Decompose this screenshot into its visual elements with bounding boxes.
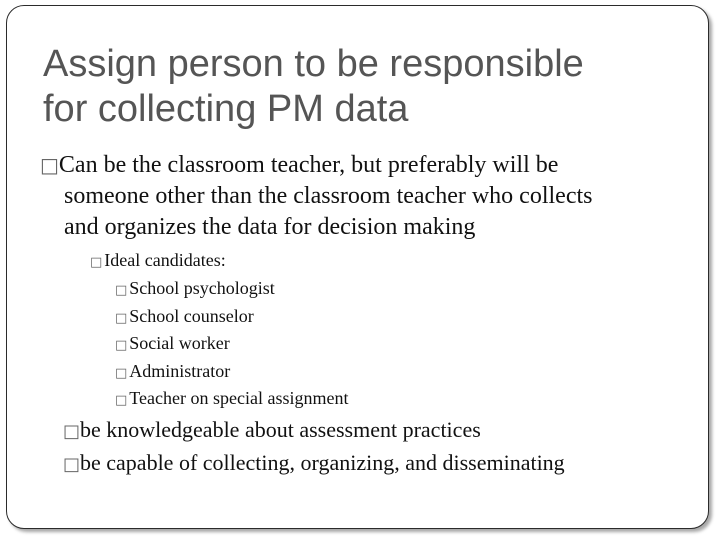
bullet-point-3	[63, 448, 565, 480]
list-item	[115, 331, 348, 359]
bullet-icon: □	[90, 255, 103, 270]
point1-line-3: and organizes the data for decision making	[64, 214, 476, 240]
candidate-label: Administrator	[129, 360, 231, 381]
title-line-1: Assign person to be responsible	[43, 43, 584, 85]
point3-text: be capable of collecting, organizing, and disseminating	[80, 450, 565, 475]
bullet-icon: □	[115, 283, 128, 298]
point1-line-2: someone other than the classroom teacher who collects	[64, 183, 593, 209]
bullet-icon: □	[115, 393, 128, 409]
candidate-label: School psychologist	[129, 278, 275, 298]
bullet-point-1	[40, 150, 700, 243]
bullet-icon: □	[63, 454, 81, 475]
candidate-label: Social worker	[129, 333, 230, 354]
bullet-icon: □	[115, 310, 128, 326]
list-item	[115, 304, 348, 332]
sub-bullet-ideal-candidates	[90, 248, 226, 275]
bullet-icon: □	[115, 338, 128, 354]
list-item	[115, 359, 348, 387]
point2-text: be knowledgeable about assessment practices	[80, 417, 481, 442]
point1-line-1: Can be the classroom teacher, but preferably will be	[58, 152, 559, 178]
list-item	[115, 276, 348, 304]
candidate-list	[115, 276, 348, 414]
candidate-label: School counselor	[129, 305, 254, 326]
bullet-point-2	[63, 415, 481, 447]
slide-title	[43, 42, 683, 132]
bullet-icon: □	[63, 421, 81, 442]
title-line-2: for collecting PM data	[43, 88, 409, 130]
sub-heading: Ideal candidates:	[104, 250, 226, 270]
bullet-icon: □	[40, 153, 59, 177]
bullet-icon: □	[115, 365, 128, 381]
list-item	[115, 386, 348, 414]
candidate-label: Teacher on special assignment	[129, 388, 349, 409]
